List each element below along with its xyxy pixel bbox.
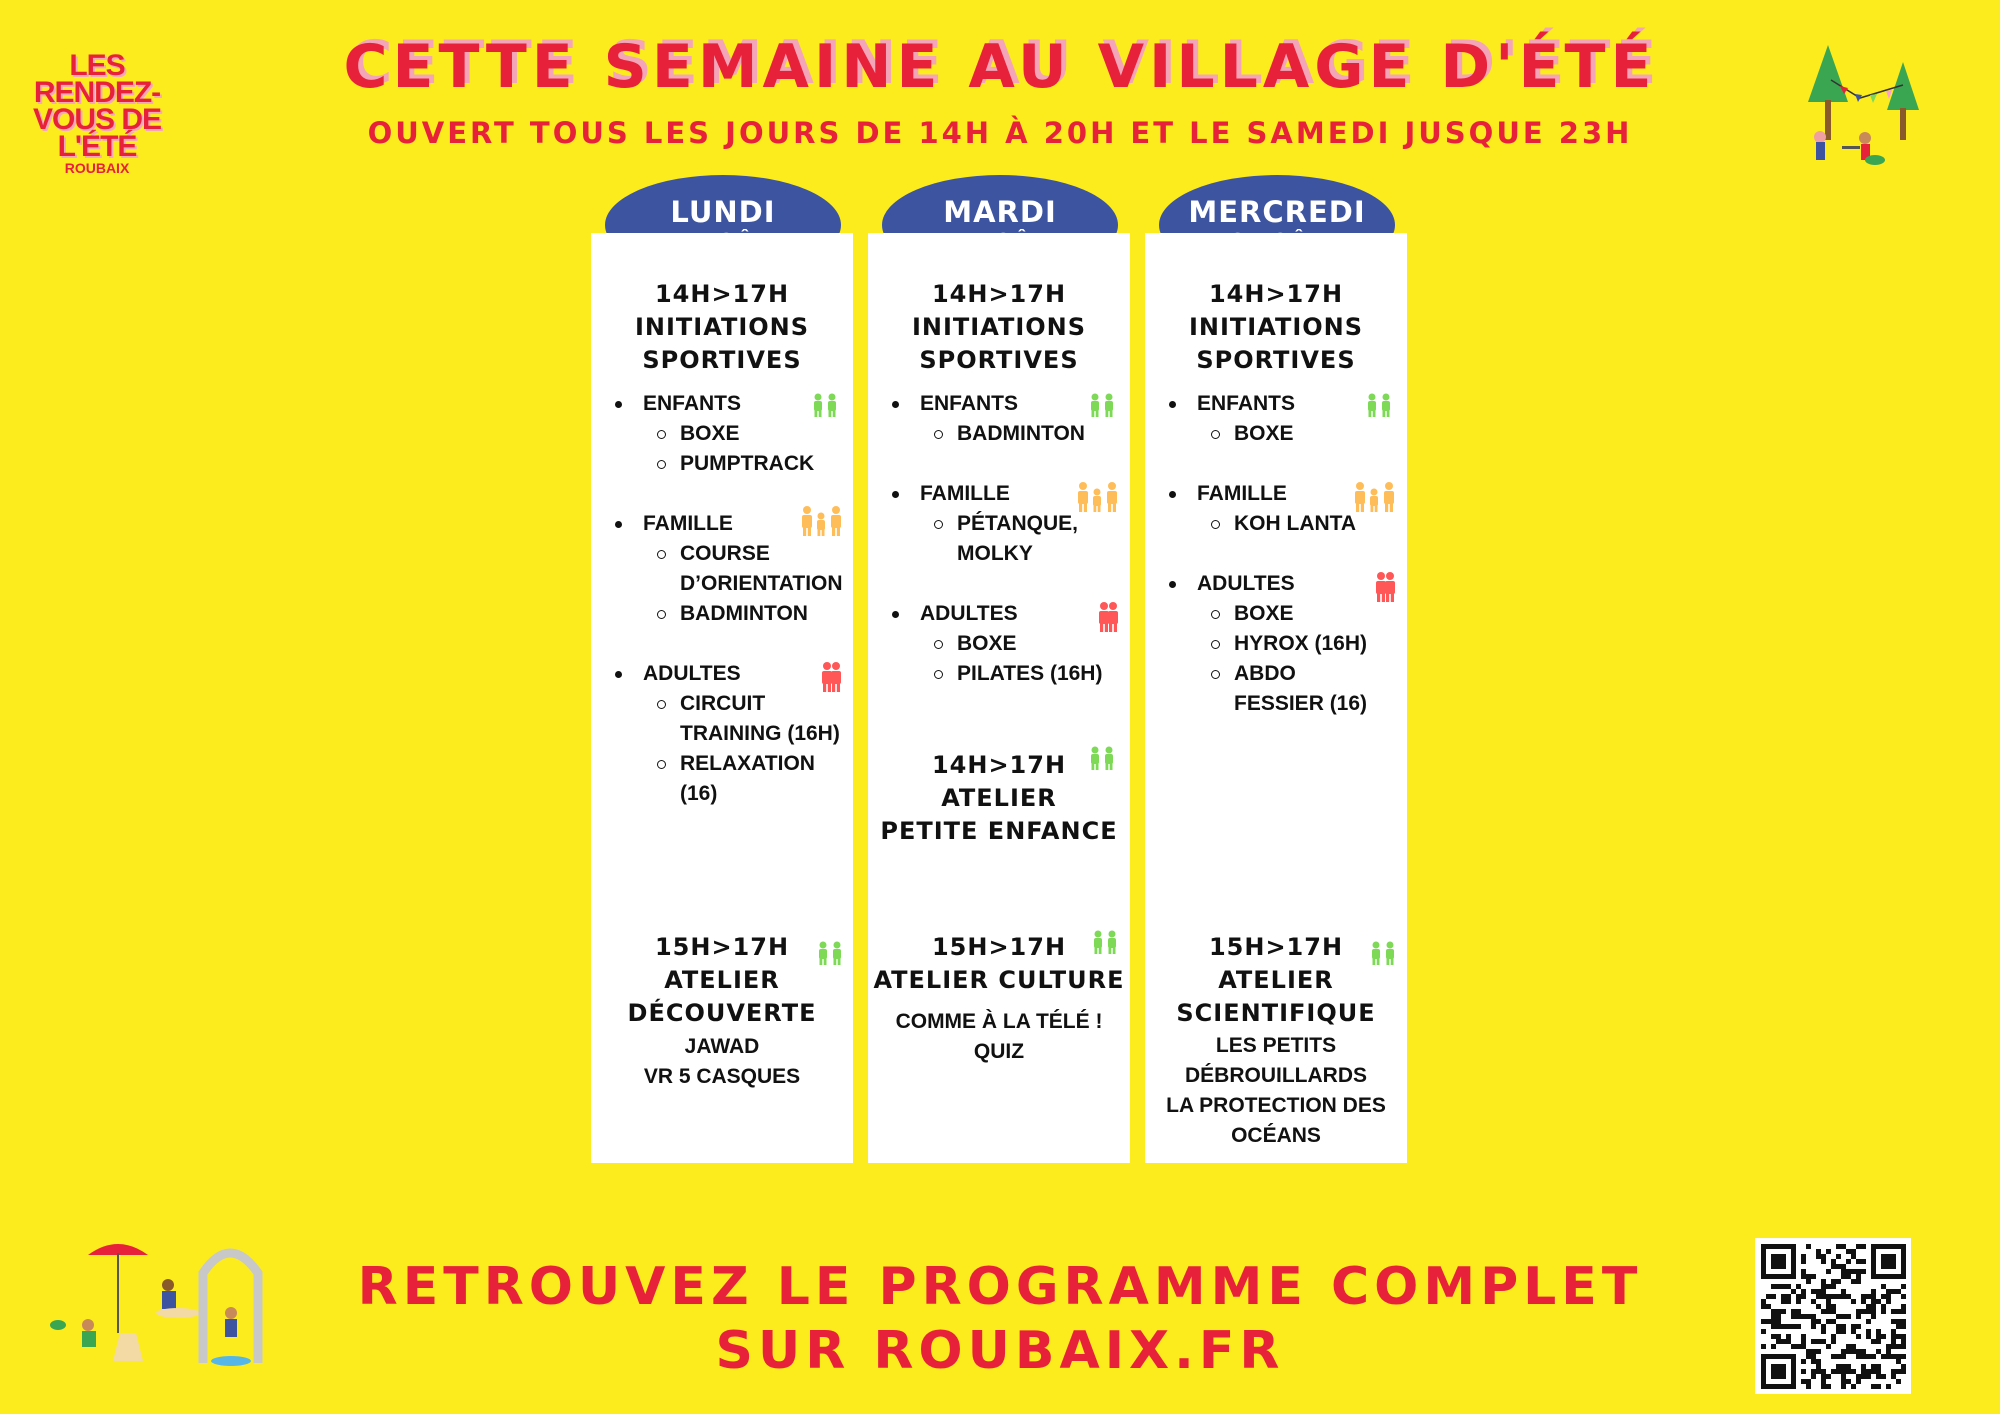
adults-icon bbox=[1097, 602, 1121, 632]
children-icon bbox=[1369, 940, 1399, 966]
group-adultes bbox=[1167, 569, 1399, 719]
initiations-block bbox=[868, 278, 1130, 377]
adults-icon bbox=[1374, 572, 1398, 602]
activity-title: SCIENTIFIQUE bbox=[1176, 999, 1376, 1027]
logo-line: VOUS DE bbox=[32, 103, 162, 136]
activity-title: INITIATIONS bbox=[1188, 313, 1364, 341]
children-icon bbox=[816, 940, 846, 966]
group-label: ADULTES bbox=[1167, 569, 1399, 599]
logo-city: ROUBAIX bbox=[64, 160, 130, 176]
time-range: 14H>17H bbox=[654, 280, 790, 308]
list-item: BADMINTON bbox=[613, 599, 845, 629]
activity-list bbox=[890, 389, 1122, 719]
activity-list bbox=[613, 389, 845, 839]
activity-title: INITIATIONS bbox=[634, 313, 810, 341]
list-item: HYROX (16H) bbox=[1167, 629, 1399, 659]
group-label: ADULTES bbox=[890, 599, 1122, 629]
footer-link[interactable]: SUR ROUBAIX.FR bbox=[715, 1321, 1285, 1381]
activity-title: INITIATIONS bbox=[911, 313, 1087, 341]
list-item: BOXE bbox=[890, 629, 1122, 659]
group-adultes bbox=[613, 659, 845, 809]
group-label: ENFANTS bbox=[1167, 389, 1399, 419]
children-icon bbox=[1088, 392, 1118, 418]
activity-title: ATELIER bbox=[1218, 966, 1334, 994]
atelier-block bbox=[591, 931, 853, 1030]
time-range: 15H>17H bbox=[1208, 933, 1344, 961]
beach-illustration bbox=[48, 1233, 278, 1373]
activity-title: DÉCOUVERTE bbox=[627, 999, 817, 1027]
activity-title: SPORTIVES bbox=[919, 346, 1079, 374]
initiations-block bbox=[1145, 278, 1407, 377]
list-item: BADMINTON bbox=[890, 419, 1122, 449]
list-item: CIRCUIT TRAINING (16H) bbox=[613, 689, 845, 749]
group-label: ADULTES bbox=[613, 659, 845, 689]
list-item: BOXE bbox=[1167, 419, 1399, 449]
activity-title: SPORTIVES bbox=[642, 346, 802, 374]
list-item: ABDO FESSIER (16) bbox=[1167, 659, 1384, 719]
children-icon bbox=[1088, 745, 1118, 771]
activity-title: ATELIER bbox=[664, 966, 780, 994]
list-item: PUMPTRACK bbox=[613, 449, 845, 479]
atelier-note bbox=[868, 1007, 1130, 1067]
list-item: BOXE bbox=[1167, 599, 1399, 629]
day-name: MARDI bbox=[943, 195, 1057, 229]
children-icon bbox=[1365, 392, 1395, 418]
person-icon bbox=[162, 1279, 174, 1291]
note-line: LA PROTECTION DES bbox=[1166, 1094, 1386, 1117]
children-icon bbox=[811, 392, 841, 418]
time-range: 14H>17H bbox=[931, 280, 1067, 308]
day-name: MERCREDI bbox=[1188, 195, 1366, 229]
park-illustration bbox=[1800, 40, 1930, 165]
logo-line: L'ÉTÉ bbox=[57, 130, 137, 163]
footer-call-to-action bbox=[0, 1255, 2000, 1383]
children-icon bbox=[1091, 929, 1121, 955]
person-icon bbox=[1814, 131, 1826, 143]
tree-icon bbox=[1887, 62, 1919, 110]
logo-line: LES bbox=[69, 49, 125, 82]
list-item: PILATES (16H) bbox=[890, 659, 1122, 689]
person-icon bbox=[225, 1307, 237, 1319]
group-adultes bbox=[890, 599, 1122, 689]
list-item: RELAXATION (16) bbox=[613, 749, 845, 809]
group-label: FAMILLE bbox=[890, 479, 1122, 509]
qr-code[interactable] bbox=[1755, 1238, 1911, 1394]
activity-list bbox=[1167, 389, 1399, 749]
list-item: KOH LANTA bbox=[1167, 509, 1399, 539]
footer-line: RETROUVEZ LE PROGRAMME COMPLET bbox=[357, 1257, 1643, 1317]
note-line: VR 5 CASQUES bbox=[643, 1065, 801, 1088]
person-icon bbox=[82, 1319, 94, 1331]
atelier-note bbox=[1145, 1031, 1407, 1151]
day-column-lundi bbox=[591, 233, 853, 1163]
group-label: FAMILLE bbox=[1167, 479, 1399, 509]
note-line: COMME À LA TÉLÉ ! bbox=[895, 1010, 1103, 1033]
adults-icon bbox=[820, 662, 844, 692]
qr-code-icon bbox=[1755, 1238, 1911, 1394]
atelier-block bbox=[1145, 931, 1407, 1030]
activity-title: SPORTIVES bbox=[1196, 346, 1356, 374]
family-icon bbox=[800, 506, 844, 536]
group-label: FAMILLE bbox=[613, 509, 845, 539]
list-item: BOXE bbox=[613, 419, 845, 449]
person-icon bbox=[1859, 132, 1871, 144]
atelier-note bbox=[591, 1032, 853, 1092]
page-title: CETTE SEMAINE AU VILLAGE D'ÉTÉ bbox=[343, 32, 1657, 102]
day-column-mardi bbox=[868, 233, 1130, 1163]
list-item: PÉTANQUE, MOLKY bbox=[890, 509, 1107, 569]
initiations-block bbox=[591, 278, 853, 377]
day-column-mercredi bbox=[1145, 233, 1407, 1163]
activity-title: PETITE ENFANCE bbox=[880, 817, 1118, 845]
group-label: ENFANTS bbox=[613, 389, 845, 419]
note-line: JAWAD bbox=[684, 1035, 760, 1058]
group-label: ENFANTS bbox=[890, 389, 1122, 419]
time-range: 14H>17H bbox=[931, 751, 1067, 779]
day-name: LUNDI bbox=[670, 195, 776, 229]
activity-title: ATELIER bbox=[941, 784, 1057, 812]
opening-hours: OUVERT TOUS LES JOURS DE 14H À 20H ET LE SAMEDI JUSQUE 23H bbox=[367, 116, 1633, 150]
note-line: LES PETITS bbox=[1215, 1034, 1337, 1057]
sandcastle-icon bbox=[113, 1333, 143, 1361]
tree-icon bbox=[1808, 45, 1848, 102]
time-range: 14H>17H bbox=[1208, 280, 1344, 308]
logo-line: RENDEZ- bbox=[33, 76, 161, 109]
note-line: OCÉANS bbox=[1231, 1124, 1321, 1147]
note-line: QUIZ bbox=[973, 1040, 1025, 1063]
time-range: 15H>17H bbox=[654, 933, 790, 961]
note-line: DÉBROUILLARDS bbox=[1185, 1064, 1367, 1087]
time-range: 15H>17H bbox=[931, 933, 1067, 961]
family-icon bbox=[1076, 482, 1120, 512]
list-item: COURSE D’ORIENTATION bbox=[613, 539, 845, 599]
activity-title: ATELIER CULTURE bbox=[873, 966, 1125, 994]
family-icon bbox=[1353, 482, 1397, 512]
